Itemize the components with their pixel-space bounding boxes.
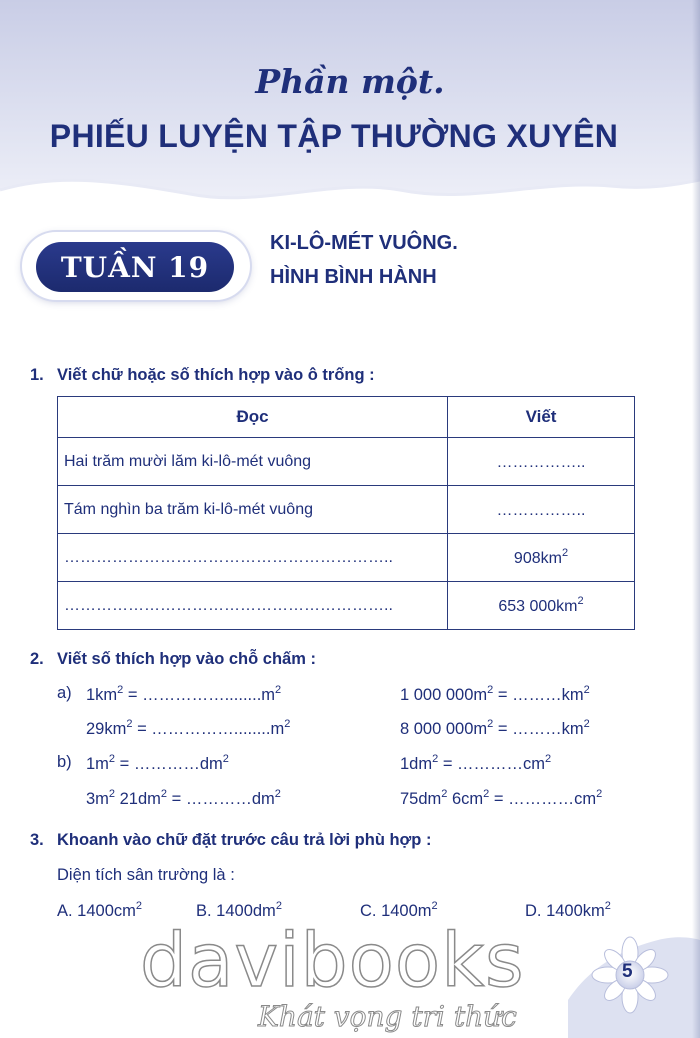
cell-write-text: …………….. [496, 454, 586, 471]
page-number: 5 [622, 961, 633, 982]
watermark-slogan: Khát vọng tri thức [258, 1000, 517, 1033]
sup-2: 2 [275, 684, 282, 696]
q3-number: 3. [30, 831, 44, 849]
cell-read[interactable]: …………………………………………………….. [58, 582, 448, 630]
expr-part: 6cm [447, 790, 484, 808]
q2-a-left-1[interactable] [86, 684, 281, 705]
option-text: A. 1400cm [57, 902, 136, 920]
q2-b-left-1[interactable] [86, 753, 229, 774]
cell-write-text: 653 000km [498, 598, 578, 615]
q2-b-right-1[interactable] [400, 753, 551, 774]
cell-read: Hai trăm mười lăm ki-lô-mét vuông [58, 438, 448, 486]
table-row [58, 582, 635, 630]
sup-2: 2 [135, 900, 142, 912]
option-text: B. 1400dm [196, 902, 276, 920]
cell-write [448, 582, 635, 630]
cell-write-sup: 2 [561, 547, 569, 559]
q1-prompt: Viết chữ hoặc số thích hợp vào ô trống : [57, 366, 375, 384]
sup-2: 2 [222, 753, 229, 765]
q2-prompt: Viết số thích hợp vào chỗ chấm : [57, 650, 316, 668]
q2-a-left-2[interactable] [86, 718, 290, 739]
table-header-row [58, 397, 635, 438]
sup-2: 2 [441, 788, 448, 800]
expr-part: 1m [86, 755, 109, 773]
column-header-read: Đọc [58, 397, 448, 438]
watermark-logo: davibooks [140, 918, 525, 1004]
expr-part: 75dm [400, 790, 442, 808]
header-wave [0, 160, 700, 230]
table-row [58, 534, 635, 582]
expr-part: 1km [86, 686, 118, 704]
expr-part: = ………km [493, 686, 584, 704]
expr-part: = ………km [493, 720, 584, 738]
q2-a-right-2[interactable] [400, 718, 590, 739]
expr-part: = …………dm [115, 755, 223, 773]
q2-number: 2. [30, 650, 44, 668]
sup-2: 2 [545, 753, 552, 765]
q1-table [57, 396, 635, 630]
sup-2: 2 [487, 684, 494, 696]
cell-write-text: 908km [513, 550, 562, 567]
table-row [58, 438, 635, 486]
cell-write-sup: 2 [577, 595, 584, 607]
week-badge: TUẦN 19 [36, 242, 234, 292]
expr-part: = …………cm [489, 790, 597, 808]
q3-option-d[interactable] [525, 900, 611, 921]
sup-2: 2 [432, 753, 439, 765]
sup-2: 2 [108, 753, 116, 765]
sup-2: 2 [431, 900, 438, 912]
main-title: PHIẾU LUYỆN TẬP THƯỜNG XUYÊN [49, 118, 619, 154]
q2-b-left-2[interactable] [86, 788, 281, 809]
expr-part: 1dm [400, 755, 433, 773]
q3-question: Diện tích sân trường là : [57, 866, 235, 884]
sup-2: 2 [274, 788, 281, 800]
q3-prompt: Khoanh vào chữ đặt trước câu trả lời phù hợp : [57, 831, 432, 849]
q3-option-a[interactable] [57, 900, 142, 921]
option-text: D. 1400km [525, 902, 605, 920]
sup-2: 2 [583, 718, 590, 730]
q2-a-right-1[interactable] [400, 684, 590, 705]
q1-number: 1. [30, 366, 44, 384]
expr-part: 21dm [115, 790, 161, 808]
expr-part: 8 000 000m [400, 720, 488, 738]
q1-heading [30, 366, 375, 385]
column-header-write: Viết [448, 397, 635, 438]
sup-2: 2 [583, 684, 590, 696]
week-title-line2: HÌNH BÌNH HÀNH [270, 266, 437, 288]
sup-2: 2 [284, 718, 291, 730]
q2-heading [30, 650, 316, 669]
cell-read[interactable]: …………………………………………………….. [58, 534, 448, 582]
expr-part: 1 000 000m [400, 686, 488, 704]
sup-2: 2 [117, 684, 124, 696]
q2-label-a: a) [57, 684, 72, 702]
expr-part: = ……………........m [123, 686, 276, 704]
table-row [58, 486, 635, 534]
cell-write[interactable] [448, 486, 635, 534]
sup-2: 2 [604, 900, 611, 912]
expr-part: 3m [86, 790, 109, 808]
cell-write-text: …………….. [496, 502, 586, 519]
expr-part: = …………dm [167, 790, 275, 808]
sup-2: 2 [483, 788, 490, 800]
cell-write [448, 534, 635, 582]
sup-2: 2 [487, 718, 494, 730]
sup-2: 2 [108, 788, 116, 800]
expr-part: = …………cm [438, 755, 546, 773]
expr-part: = ……………........m [132, 720, 285, 738]
week-title-line1: KI-LÔ-MÉT VUÔNG. [270, 232, 458, 254]
option-text: C. 1400m [360, 902, 432, 920]
cell-read: Tám nghìn ba trăm ki-lô-mét vuông [58, 486, 448, 534]
expr-part: 29km [86, 720, 127, 738]
q3-heading [30, 831, 431, 850]
q2-label-b: b) [57, 753, 72, 771]
part-title: Phần một. [255, 62, 445, 101]
sup-2: 2 [596, 788, 603, 800]
sup-2: 2 [126, 718, 133, 730]
sup-2: 2 [275, 900, 282, 912]
cell-write[interactable] [448, 438, 635, 486]
page-edge-shadow [692, 0, 700, 1038]
sup-2: 2 [160, 788, 168, 800]
q2-b-right-2[interactable] [400, 788, 602, 809]
snowflake-decoration-icon [568, 930, 700, 1038]
